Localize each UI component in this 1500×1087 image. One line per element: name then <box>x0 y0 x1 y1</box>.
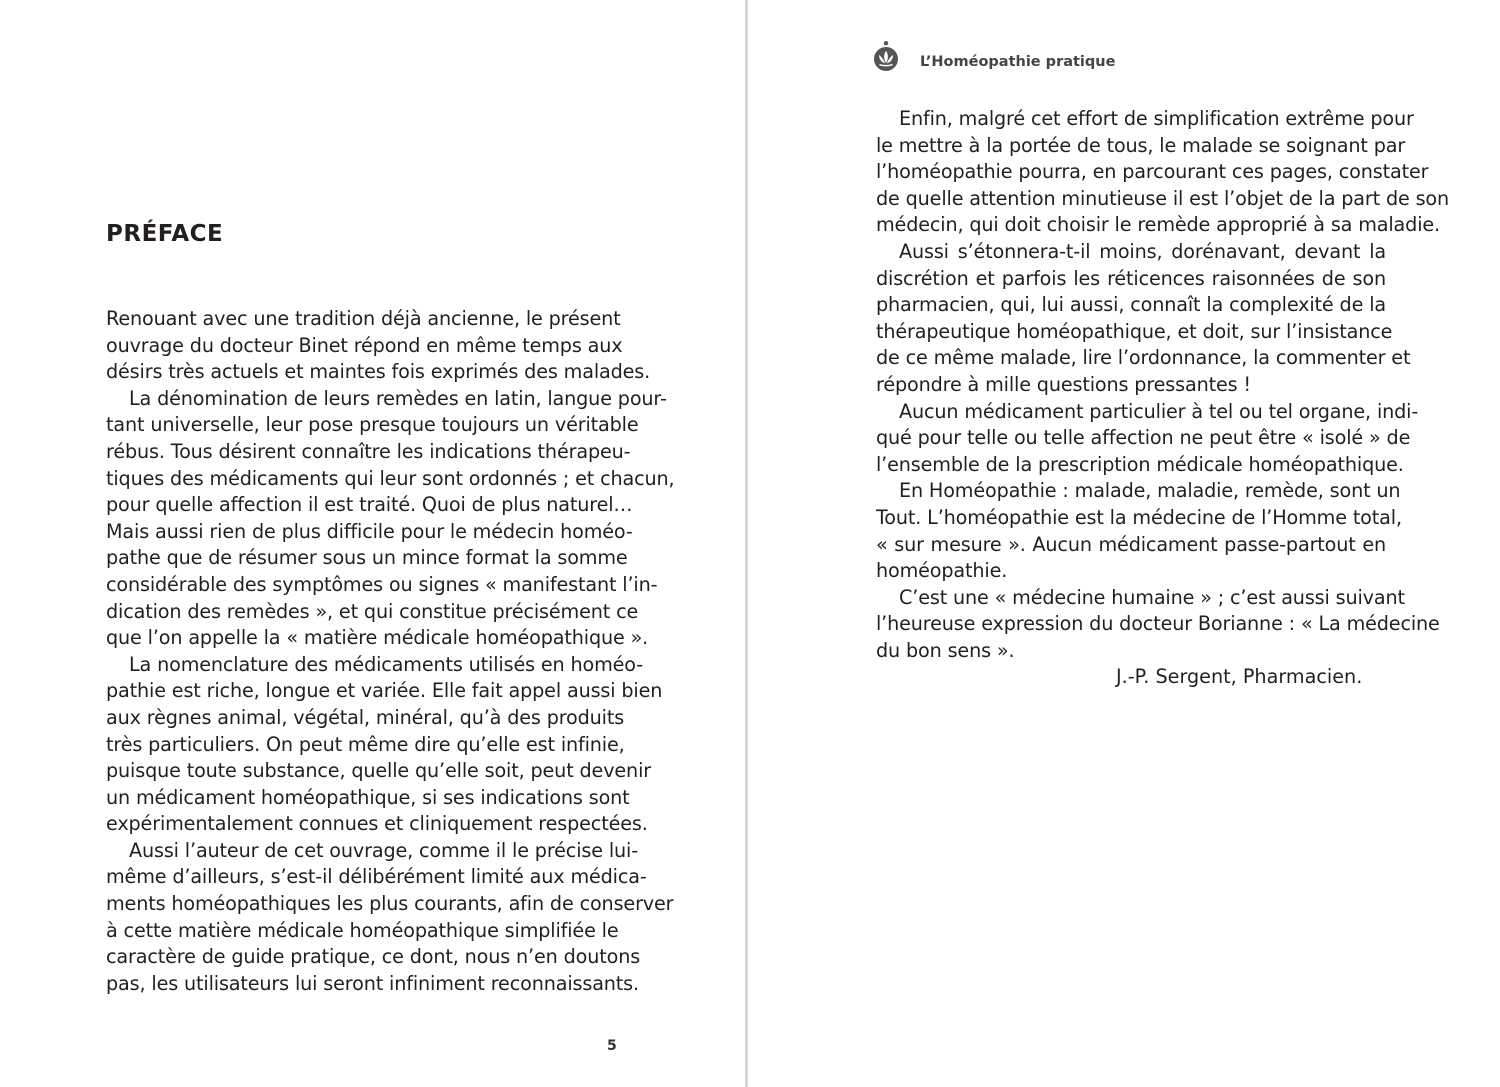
text-line: que l’on appelle la « matière médicale homéopathique ». <box>106 626 649 650</box>
text-line: discrétion et parfois les réticences raisonnées de son <box>876 266 1386 290</box>
right-page-body <box>876 106 1450 664</box>
text-line: tiques des médicaments qui leur sont ordonnés ; et chacun, <box>106 466 675 490</box>
text-line: Enfin, malgré cet effort de simplification extrême pour <box>899 107 1414 130</box>
text-line: pathie est riche, longue et variée. Elle fait appel aussi bien <box>106 679 663 703</box>
running-header-title: L’Homéopathie pratique <box>920 54 1116 70</box>
text-line: « sur mesure ». Aucun médicament passe-partout en <box>876 532 1386 556</box>
text-line: homéopathie. <box>876 559 1008 583</box>
text-line: aux règnes animal, végétal, minéral, qu’à des produits <box>106 705 625 729</box>
right-page <box>748 0 1500 1087</box>
text-line: Aucun médicament particulier à tel ou tel organe, indi- <box>899 399 1419 423</box>
text-line: répondre à mille questions pressantes ! <box>876 372 1251 396</box>
text-line: expérimentalement connues et cliniquement respectées. <box>106 812 648 836</box>
text-line: Aussi l’auteur de cet ouvrage, comme il le précise lui- <box>129 838 638 862</box>
text-line: tant universelle, leur pose presque toujours un véritable <box>106 413 639 437</box>
text-line: En Homéopathie : malade, maladie, remède, sont un <box>899 479 1401 503</box>
text-line: de quelle attention minutieuse il est l’objet de la part de son <box>876 186 1450 210</box>
text-line: pathe que de résumer sous un mince format la somme <box>106 546 628 570</box>
text-line: l’heureuse expression du docteur Borianne : « La médecine <box>876 612 1440 636</box>
text-line: Tout. L’homéopathie est la médecine de l’Homme total, <box>876 505 1402 529</box>
text-line: caractère de guide pratique, ce dont, nous n’en doutons <box>106 945 641 969</box>
text-line: pas, les utilisateurs lui seront infiniment reconnaissants. <box>106 971 639 995</box>
text-line: très particuliers. On peut même dire qu’elle est infinie, <box>106 732 625 756</box>
text-line: C’est une « médecine humaine » ; c’est aussi suivant <box>899 585 1405 609</box>
text-line: Aussi s’étonnera-t-il moins, dorénavant, devant la <box>899 239 1386 263</box>
text-line: La nomenclature des médicaments utilisés en homéo- <box>129 652 644 676</box>
text-line: à cette matière médicale homéopathique simplifiée le <box>106 918 619 942</box>
left-page-body <box>106 306 675 997</box>
left-page <box>0 0 745 1087</box>
signature: J.-P. Sergent, Pharmacien. <box>1116 665 1363 688</box>
text-line: Mais aussi rien de plus difficile pour le médecin homéo- <box>106 519 633 543</box>
text-line: ouvrage du docteur Binet répond en même temps aux <box>106 333 623 357</box>
text-line: pour quelle affection il est traité. Quoi de plus naturel… <box>106 493 633 517</box>
text-line: La dénomination de leurs remèdes en latin, langue pour- <box>129 386 667 410</box>
text-line: l’homéopathie pourra, en parcourant ces pages, constater <box>876 160 1429 184</box>
text-line: puisque toute substance, quelle qu’elle soit, peut devenir <box>106 759 651 783</box>
text-line: ments homéopathiques les plus courants, afin de conserver <box>106 892 674 916</box>
preface-title: PRÉFACE <box>106 221 224 247</box>
text-line: désirs très actuels et maintes fois exprimés des malades. <box>106 360 651 384</box>
text-line: même d’ailleurs, s’est-il délibérément limité aux médica- <box>106 865 647 889</box>
text-line: du bon sens ». <box>876 638 1015 662</box>
text-line: thérapeutique homéopathique, et doit, sur l’insistance <box>876 319 1393 343</box>
text-line: un médicament homéopathique, si ses indications sont <box>106 785 630 809</box>
text-line: le mettre à la portée de tous, le malade se soignant par <box>876 133 1406 157</box>
text-line: considérable des symptômes ou signes « manifestant l’in- <box>106 572 658 596</box>
text-line: de ce même malade, lire l’ordonnance, la commenter et <box>876 346 1411 370</box>
text-line: rébus. Tous désirent connaître les indications thérapeu- <box>106 439 631 463</box>
text-line: l’ensemble de la prescription médicale homéopathique. <box>876 452 1404 476</box>
text-line: Renouant avec une tradition déjà ancienne, le présent <box>106 307 621 330</box>
text-line: médecin, qui doit choisir le remède approprié à sa maladie. <box>876 213 1440 237</box>
lotus-icon <box>873 40 899 74</box>
page-number: 5 <box>607 1038 617 1054</box>
text-line: qué pour telle ou telle affection ne peut être « isolé » de <box>876 426 1411 450</box>
text-line: dication des remèdes », et qui constitue précisément ce <box>106 599 639 623</box>
text-line: pharmacien, qui, lui aussi, connaît la complexité de la <box>876 293 1386 317</box>
